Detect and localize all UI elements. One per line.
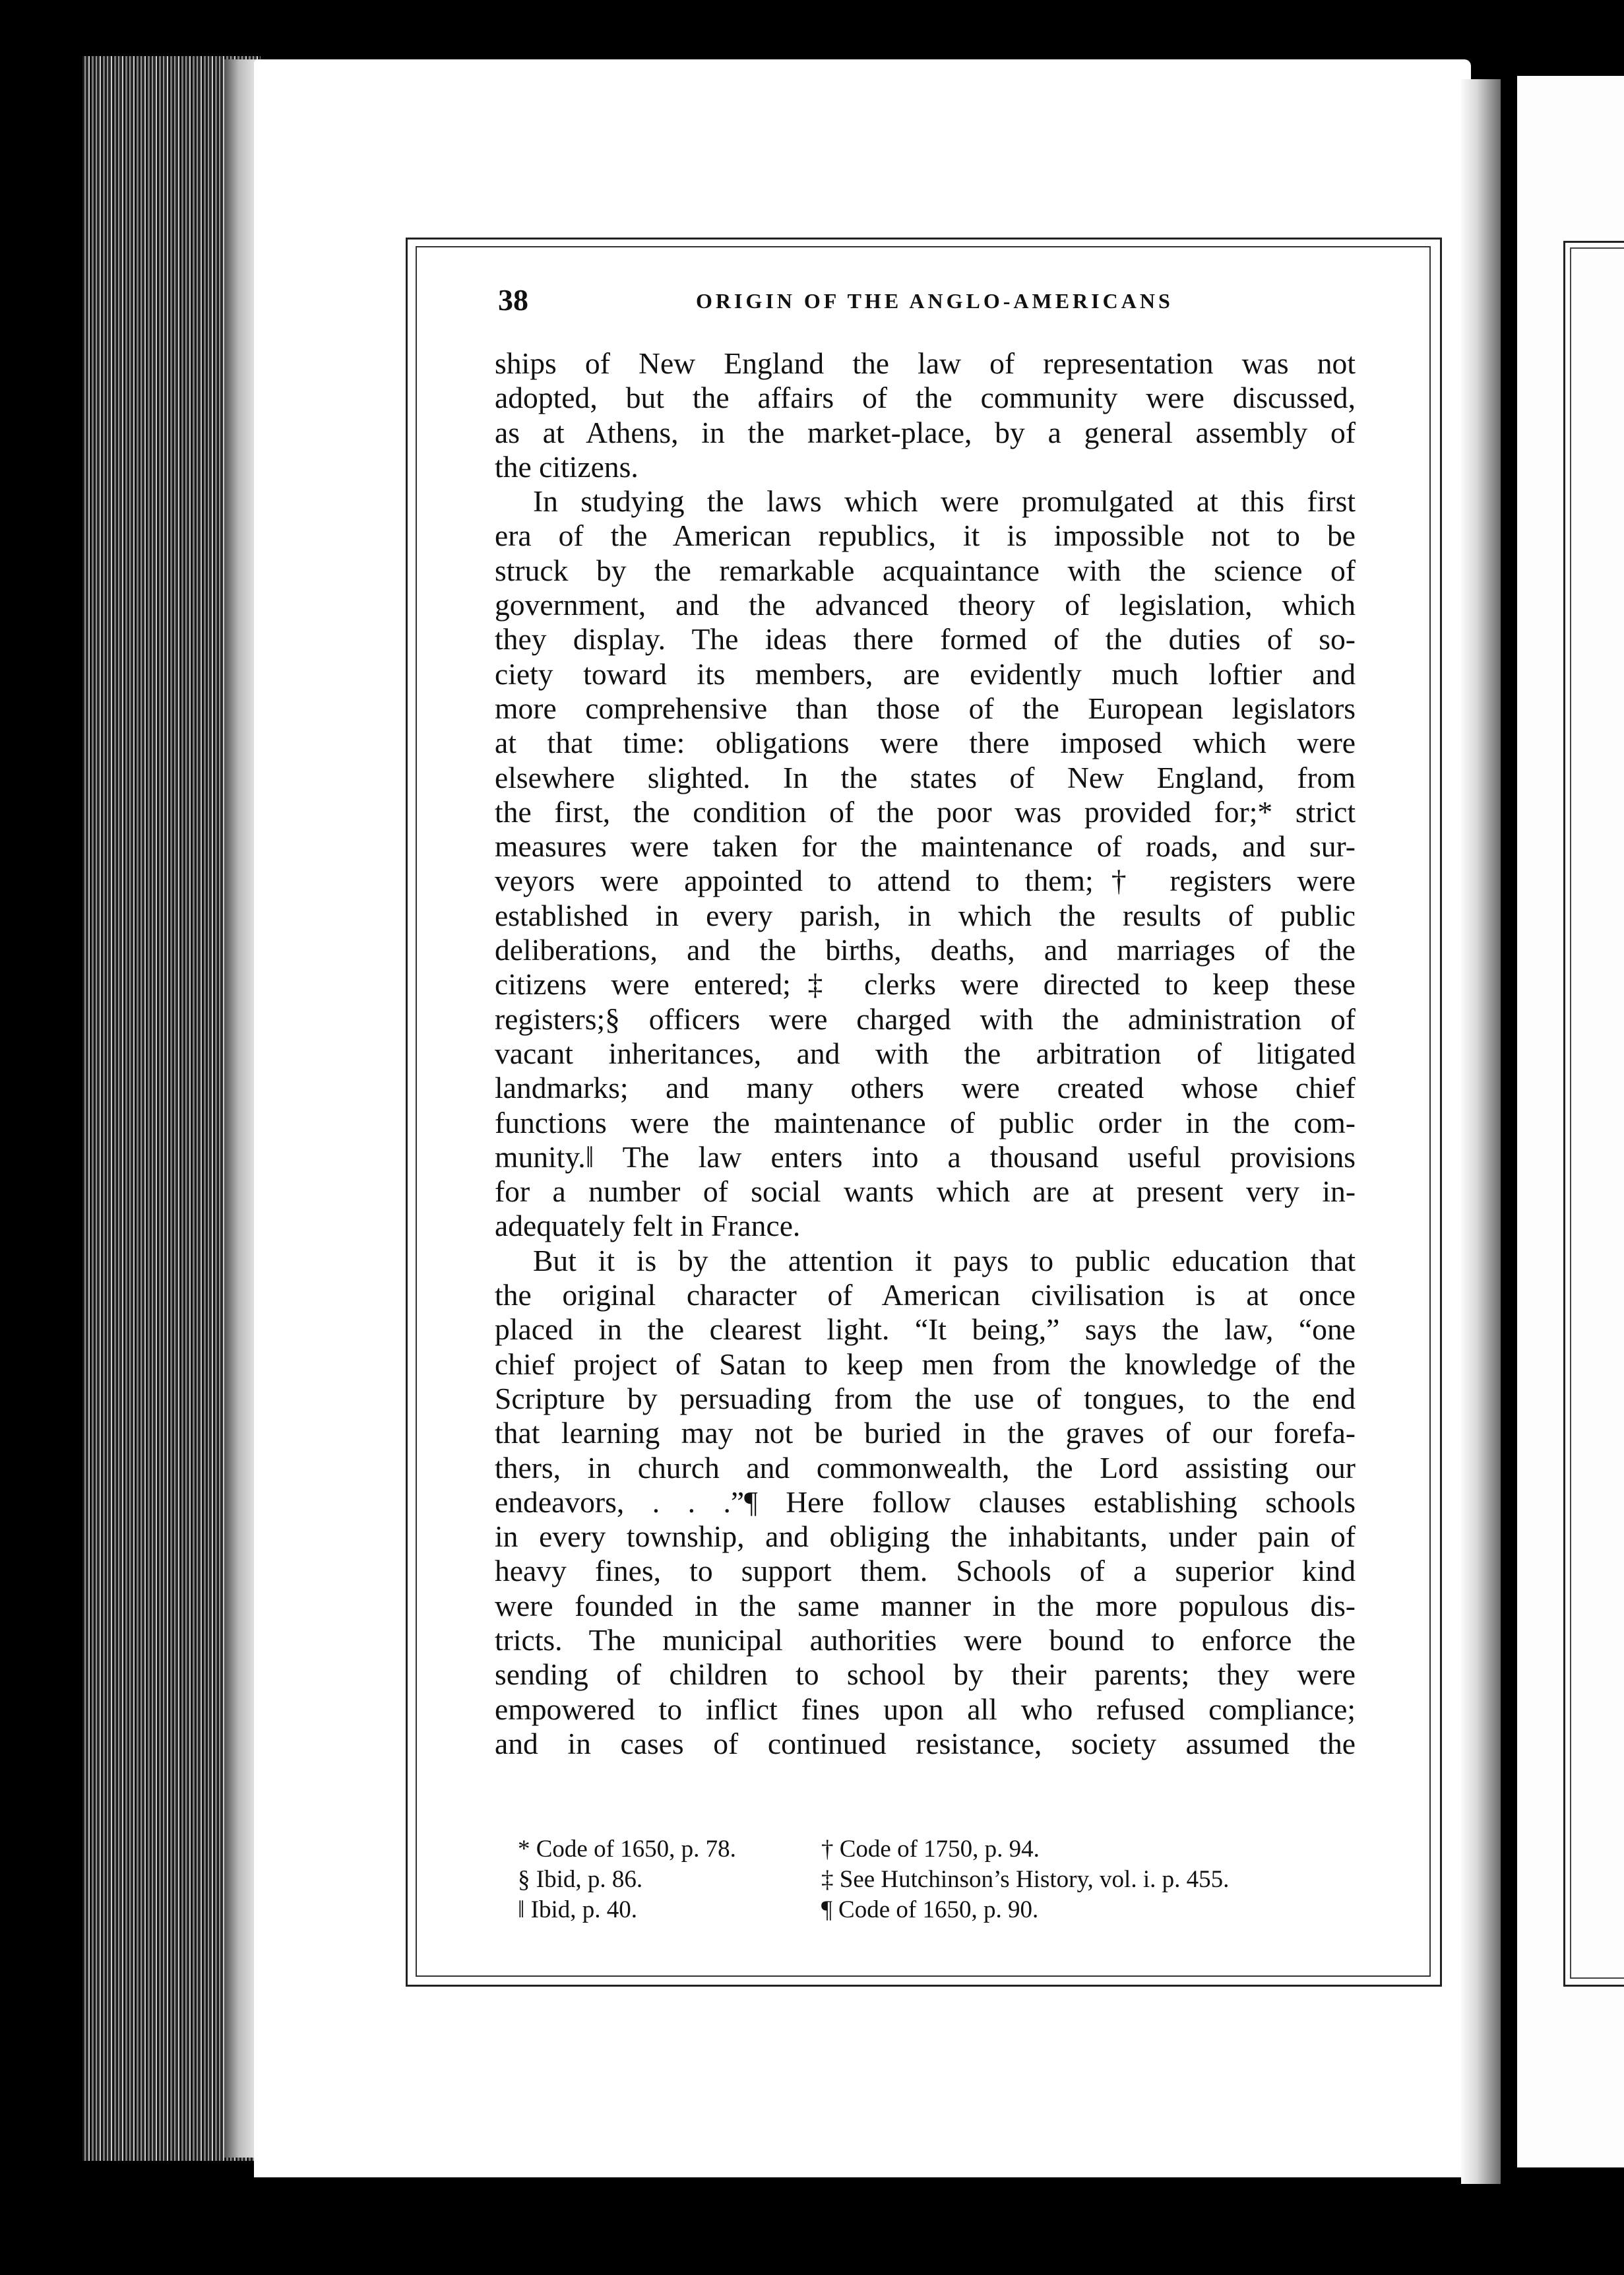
text-line: in every township, and obliging the inhabitants, under pain of bbox=[495, 1520, 1356, 1554]
text-line: that learning may not be buried in the graves of our forefa- bbox=[495, 1416, 1356, 1450]
footnote: * Code of 1650, p. 78. bbox=[518, 1836, 736, 1863]
text-line: munity.‖ The law enters into a thousand useful provisions bbox=[495, 1139, 1356, 1174]
text-line: placed in the clearest light. “It being,” says the law, “one bbox=[495, 1312, 1356, 1347]
text-line: heavy fines, to support them. Schools of a superior kind bbox=[495, 1554, 1356, 1588]
text-line: the first, the condition of the poor was provided for;* strict bbox=[495, 794, 1356, 829]
text-line: Scripture by persuading from the use of tongues, to the end bbox=[495, 1381, 1356, 1415]
text-line: tricts. The municipal authorities were bound to enforce the bbox=[495, 1622, 1356, 1657]
text-line: ships of New England the law of representation was not bbox=[495, 346, 1356, 380]
footnote: ‡ See Hutchinson’s History, vol. i. p. 455. bbox=[821, 1866, 1230, 1893]
body-text bbox=[495, 346, 1356, 1761]
text-line: more comprehensive than those of the European legislators bbox=[495, 691, 1356, 725]
text-line: government, and the advanced theory of legislation, which bbox=[495, 588, 1356, 622]
text-line: vacant inheritances, and with the arbitration of litigated bbox=[495, 1036, 1356, 1070]
text-line: functions were the maintenance of public order in the com- bbox=[495, 1105, 1356, 1139]
text-line: registers;§ officers were charged with the administration of bbox=[495, 1002, 1356, 1036]
text-line: struck by the remarkable acquaintance with the science of bbox=[495, 553, 1356, 587]
text-line: adequately felt in France. bbox=[495, 1209, 801, 1243]
text-line: empowered to inflict fines upon all who refused compliance; bbox=[495, 1692, 1356, 1726]
text-line: But it is by the attention it pays to public education that bbox=[533, 1243, 1356, 1277]
text-line: endeavors, . . .”¶ Here follow clauses establishing schools bbox=[495, 1485, 1356, 1519]
text-line: In studying the laws which were promulgated at this first bbox=[533, 484, 1356, 519]
text-line: the citizens. bbox=[495, 449, 639, 484]
page-header bbox=[498, 282, 1356, 322]
text-line: adopted, but the affairs of the community were discussed, bbox=[495, 381, 1356, 415]
text-line: were founded in the same manner in the more populous dis- bbox=[495, 1588, 1356, 1622]
text-line: established in every parish, in which the results of public bbox=[495, 898, 1356, 932]
text-line: era of the American republics, it is impossible not to be bbox=[495, 519, 1356, 553]
footnote: § Ibid, p. 86. bbox=[518, 1866, 643, 1893]
text-line: chief project of Satan to keep men from the knowledge of the bbox=[495, 1347, 1356, 1381]
text-line: the original character of American civilisation is at once bbox=[495, 1278, 1356, 1312]
text-line: landmarks; and many others were created whose chief bbox=[495, 1071, 1356, 1105]
page-number: 38 bbox=[498, 283, 528, 317]
text-line: deliberations, and the births, deaths, and marriages of the bbox=[495, 933, 1356, 967]
text-line: ciety toward its members, are evidently much loftier and bbox=[495, 657, 1356, 691]
page-gutter-shadow bbox=[1461, 79, 1501, 2184]
running-head: ORIGIN OF THE ANGLO-AMERICANS bbox=[696, 289, 1173, 313]
text-line: veyors were appointed to attend to them;† registers were bbox=[495, 864, 1356, 898]
text-line: at that time: obligations were there imposed which were bbox=[495, 726, 1356, 760]
footnote: ¶ Code of 1650, p. 90. bbox=[821, 1896, 1039, 1923]
text-line: citizens were entered;‡ clerks were directed to keep these bbox=[495, 967, 1356, 1002]
text-line: and in cases of continued resistance, society assumed the bbox=[495, 1726, 1356, 1760]
text-line: for a number of social wants which are at present very in- bbox=[495, 1174, 1356, 1209]
text-line: elsewhere slighted. In the states of New England, from bbox=[495, 760, 1356, 794]
footnote: † Code of 1750, p. 94. bbox=[821, 1836, 1040, 1863]
footnote: ‖ Ibid, p. 40. bbox=[518, 1896, 637, 1923]
facing-page-frame-inner bbox=[1570, 247, 1624, 1979]
text-line: as at Athens, in the market-place, by a general assembly of bbox=[495, 415, 1356, 449]
text-line: thers, in church and commonwealth, the Lord assisting our bbox=[495, 1450, 1356, 1485]
text-line: sending of children to school by their parents; they were bbox=[495, 1657, 1356, 1692]
text-line: measures were taken for the maintenance of roads, and sur- bbox=[495, 829, 1356, 864]
footnotes-right-column bbox=[821, 1834, 1229, 1925]
footnotes-left-column bbox=[518, 1834, 736, 1925]
text-line: they display. The ideas there formed of the duties of so- bbox=[495, 622, 1356, 657]
